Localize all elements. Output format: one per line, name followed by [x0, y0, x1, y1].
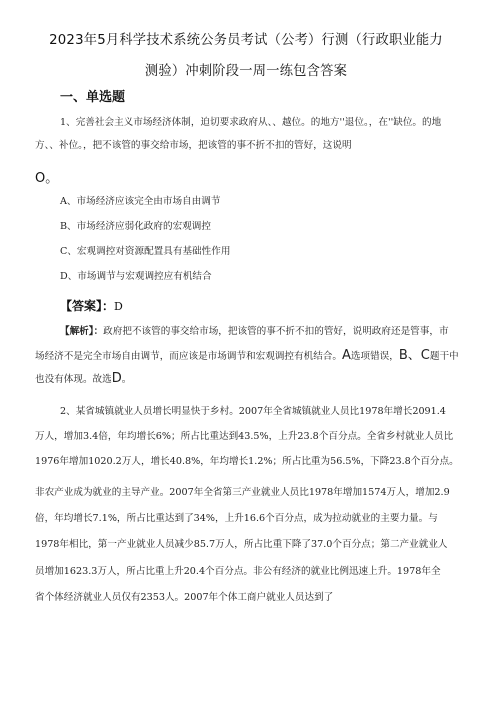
question-1-stem-line-2: 方、、补位。，把不该管的事交给市场，把该管的事不折不扣的管好，这说明 — [35, 140, 352, 151]
explanation-option-a: A — [342, 348, 351, 363]
explanation-option-bc: B、C — [398, 348, 430, 363]
explanation-text-3a: 也没有体现。故选 — [35, 374, 112, 385]
document-title-line-1: 2023年5月科学技术系统公务员考试（公考）行测（行政职业能力 — [49, 32, 443, 48]
question-2-line-5: 倍，年均增长7.1%，所占比重达到了34%，上升16.6个百分点，成为拉动就业的主要力量。与 — [35, 513, 438, 524]
explanation-option-d: D — [111, 371, 122, 386]
question-2-line-3: 1976年增加1020.2万人，增长40.8%，年均增长1.2%；所占比重为56.5%，下降23.8个百分点。 — [35, 456, 459, 467]
explanation-text-3c: 。 — [121, 374, 132, 385]
explanation-text-2e: 题干中 — [429, 351, 459, 362]
question-2-line-6: 1978年相比，第一产业就业人员减少85.7万人，所占比重下降了37.0个百分点；第二产业就业人 — [35, 539, 448, 550]
explanation-text-1: 政府把不该管的事交给市场，把该管的事不折不扣的管好，说明政府还是管事，市 — [103, 326, 449, 337]
explanation-label: 【解析】： — [60, 326, 104, 337]
question-2-line-7: 员增加1623.3万人，所占比重上升20.4个百分点。非公有经济的就业比例迅速上升。1978年全 — [35, 566, 441, 577]
answer-label: 【答案】： — [60, 299, 115, 313]
question-1-option-a: A、市场经济应该完全由市场自由调节 — [60, 196, 221, 207]
answer-value: D — [114, 300, 123, 313]
question-1-stem-line-1: 1、完善社会主义市场经济体制，迫切要求政府从、、越位。的地方''退位。，在''缺位。的地 — [60, 117, 442, 128]
question-1-explanation-line-3 — [35, 372, 131, 385]
question-1-option-c: C、宏观调控对资源配置具有基础性作用 — [60, 246, 231, 257]
question-1-blank: O。 — [35, 171, 59, 186]
question-1-option-b: B、市场经济应弱化政府的宏观调控 — [60, 221, 211, 232]
explanation-text-2a: 场经济不是完全市场自由调节，而应该是市场调节和宏观调控有机结合。 — [35, 351, 342, 362]
explanation-text-2c: 选项错误， — [350, 351, 399, 362]
section-heading: 一、单选题 — [60, 90, 126, 105]
question-1-answer — [60, 297, 123, 314]
question-2-line-2: 万人，增加3.4倍，年均增长6%；所占比重达到43.5%，上升23.8个百分点。全省乡村就业人员比 — [35, 431, 454, 442]
question-1-explanation-line-2 — [35, 349, 459, 362]
question-1-option-d: D、市场调节与宏观调控应有机结合 — [60, 271, 212, 282]
question-1-explanation-line-1 — [60, 327, 449, 337]
question-2-line-1: 2、某省城镇就业人员增长明显快于乡村。2007年全省城镇就业人员比1978年增长2091.4 — [60, 406, 446, 417]
question-2-line-8: 省个体经济就业人员仅有2353人。2007年个体工商户就业人员达到了 — [35, 592, 334, 603]
question-2-line-4: 非农产业成为就业的主导产业。2007年全省第三产业就业人员比1978年增加1574万人，增加2.9 — [35, 487, 450, 498]
document-title-line-2: 测验）冲刺阶段一周一练包含答案 — [144, 63, 348, 79]
